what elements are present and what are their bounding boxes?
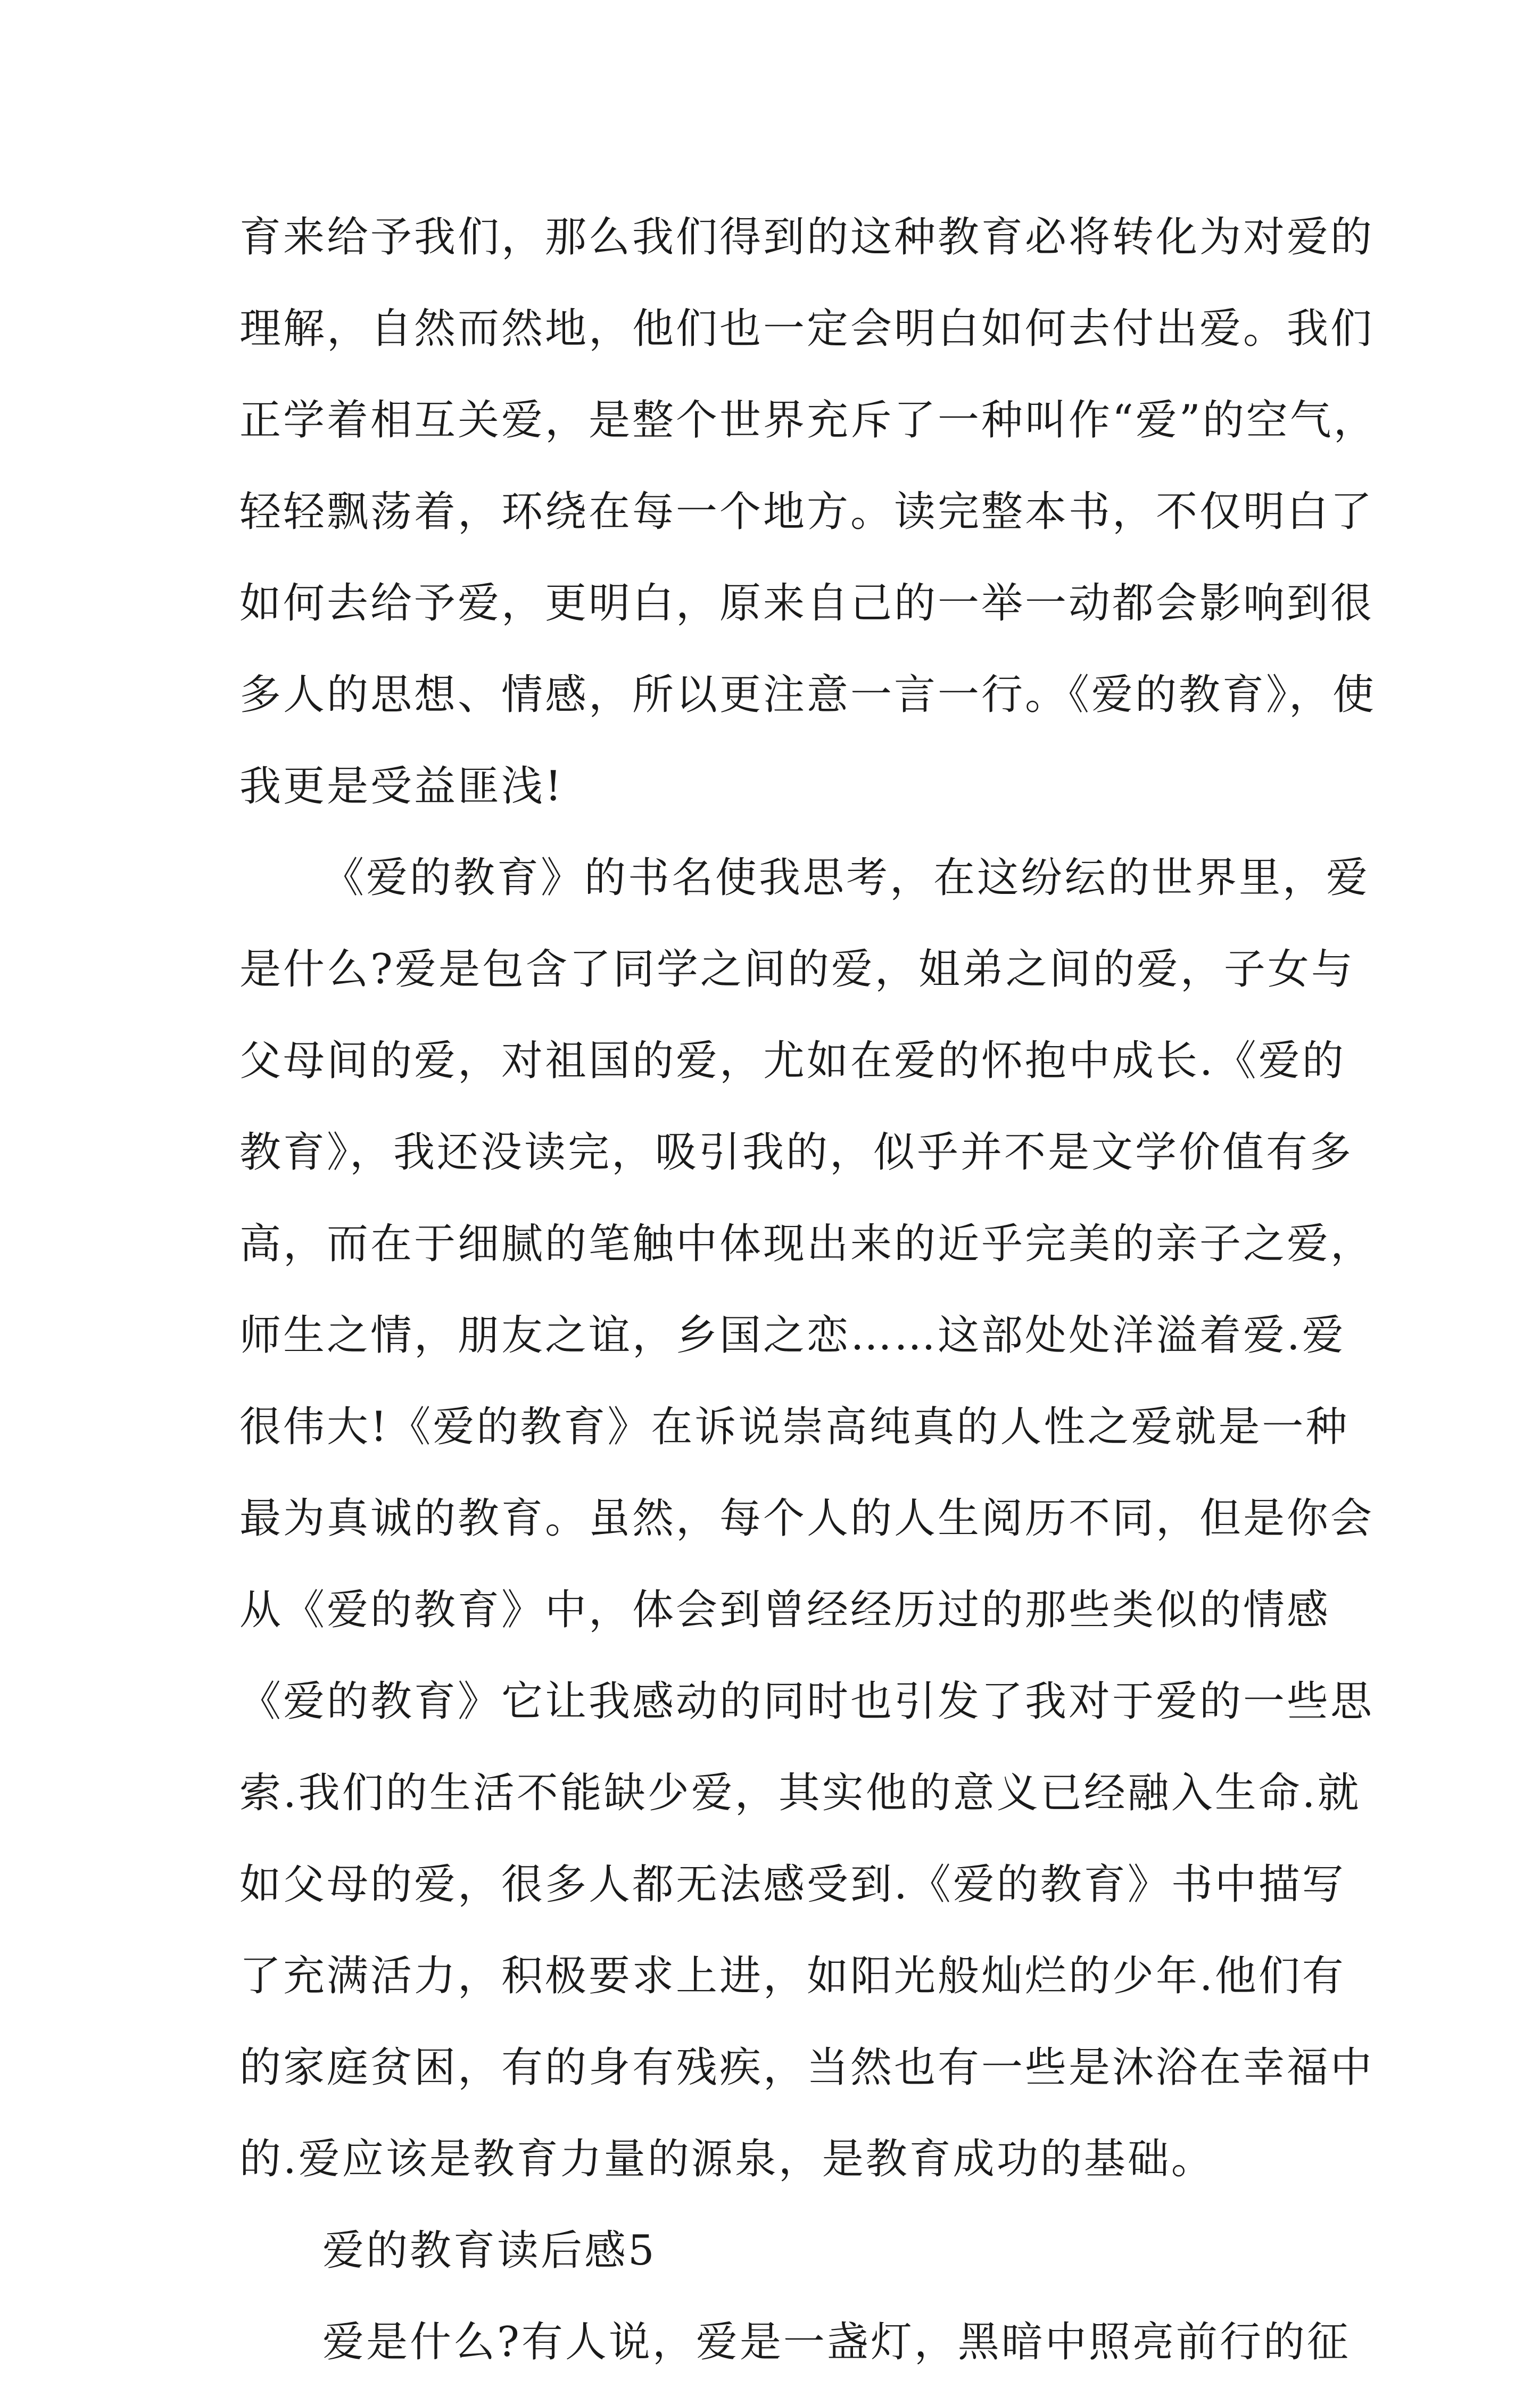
text-line: 从《爱的教育》中，体会到曾经经历过的那些类似的情感: [239, 1586, 1331, 1634]
text-line: 多人的思想、情感，所以更注意一言一行。《爱的教育》，使: [239, 671, 1377, 719]
text-line: 师生之情，朋友之谊，乡国之恋……这部处处洋溢着爱.爱: [239, 1312, 1346, 1359]
text-line: 如何去给予爱，更明白，原来自己的一举一动都会影响到很: [239, 579, 1375, 627]
text-line: 很伟大!《爱的教育》在诉说崇高纯真的人性之爱就是一种: [239, 1403, 1349, 1451]
text-line: 爱的教育读后感5: [322, 2227, 657, 2275]
text-line: 育来给予我们，那么我们得到的这种教育必将转化为对爱的: [239, 213, 1375, 261]
text-line: 的.爱应该是教育力量的源泉，是教育成功的基础。: [239, 2135, 1215, 2183]
text-line: 正学着相互关爱，是整个世界充斥了一种叫作“爱”的空气，: [239, 396, 1377, 444]
text-line: 《爱的教育》的书名使我思考，在这纷纭的世界里，爱: [322, 854, 1370, 902]
text-line: 爱是什么?有人说，爱是一盏灯，黑暗中照亮前行的征: [322, 2318, 1351, 2366]
text-line: 教育》，我还没读完，吸引我的，似乎并不是文学价值有多: [239, 1129, 1354, 1176]
text-line: 轻轻飘荡着，环绕在每一个地方。读完整本书，不仅明白了: [239, 488, 1375, 536]
text-line: 高，而在于细腻的笔触中体现出来的近乎完美的亲子之爱，: [239, 1220, 1375, 1268]
text-line: 最为真诚的教育。虽然，每个人的人生阅历不同，但是你会: [239, 1495, 1375, 1543]
text-line: 父母间的爱，对祖国的爱，尤如在爱的怀抱中成长.《爱的: [239, 1037, 1346, 1085]
text-line: 我更是受益匪浅!: [239, 762, 564, 810]
text-line: 《爱的教育》它让我感动的同时也引发了我对于爱的一些思: [239, 1678, 1375, 1726]
text-line: 的家庭贫困，有的身有残疾，当然也有一些是沐浴在幸福中: [239, 2044, 1375, 2092]
text-line: 了充满活力，积极要求上进，如阳光般灿烂的少年.他们有: [239, 1952, 1346, 2000]
text-line: 是什么?爱是包含了同学之间的爱，姐弟之间的爱，子女与: [239, 946, 1355, 993]
text-line: 理解，自然而然地，他们也一定会明白如何去付出爱。我们: [239, 305, 1375, 353]
document-body: [239, 192, 1377, 2388]
text-line: 索.我们的生活不能缺少爱，其实他的意义已经融入生命.就: [239, 1769, 1361, 1817]
text-line: 如父母的爱，很多人都无法感受到.《爱的教育》书中描写: [239, 1861, 1346, 1909]
